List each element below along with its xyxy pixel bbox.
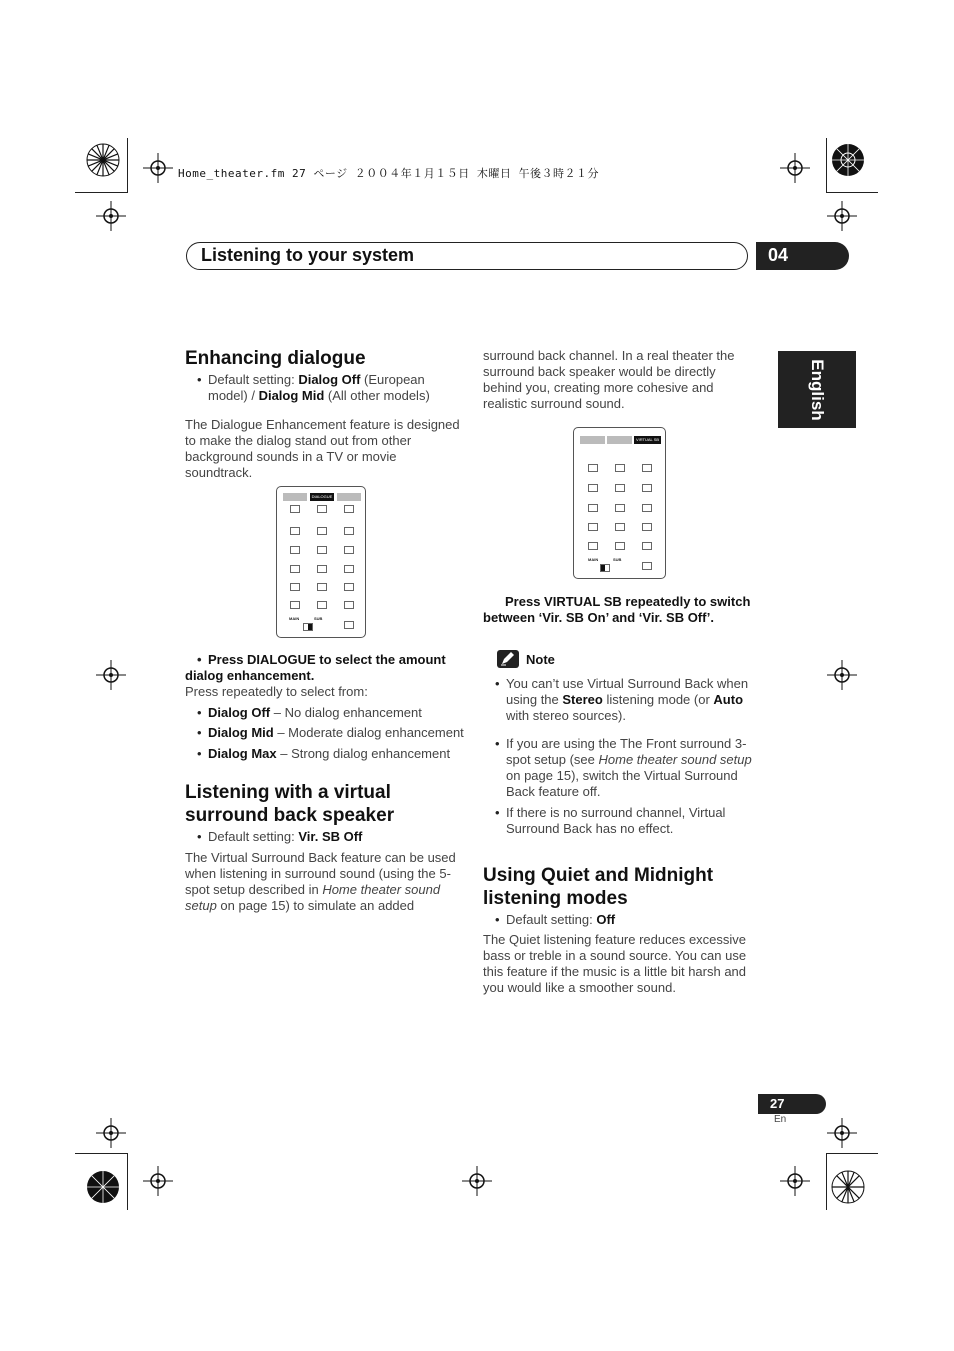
instruction: • Press DIALOGUE to select the amount dialog enhancement. — [185, 652, 465, 684]
crosshair-mark-icon — [780, 1166, 810, 1196]
crosshair-mark-icon — [827, 201, 857, 231]
crosshair-mark-icon — [780, 153, 810, 183]
option-item: • Dialog Max – Strong dialog enhancement — [185, 746, 465, 762]
crosshair-mark-icon — [96, 201, 126, 231]
right-column — [483, 348, 758, 412]
remote-highlight: DIALOGUE — [311, 494, 333, 499]
chapter-header — [186, 242, 748, 270]
crop-line — [75, 192, 127, 193]
crosshair-mark-icon — [96, 1118, 126, 1148]
note-title: Note — [526, 652, 555, 667]
crop-line — [826, 1153, 878, 1154]
option-item: • Dialog Mid – Moderate dialog enhancement — [185, 725, 465, 741]
starburst-mark-icon — [86, 143, 120, 177]
body-text: The Virtual Surround Back feature can be used when listening in surround sound (using the 5-spot setup described in Home theater sound setup on page 15) to simulate an added — [185, 850, 456, 913]
print-header: Home_theater.fm 27 ページ ２００４年１月１５日 木曜日 午後３時２１分 — [178, 167, 599, 180]
starburst-mark-icon — [831, 1170, 865, 1204]
body-text: surround back channel. In a real theater the surround back speaker would be directly behind you, creating more cohesive and realistic surround sound. — [483, 348, 735, 411]
instruction: Press VIRTUAL SB repeatedly to switch between ‘Vir. SB On’ and ‘Vir. SB Off’. — [483, 594, 751, 625]
note-item: • If you are using the The Front surround 3-spot setup (see Home theater sound setup on page 15), switch the Virtual Surround Back feature off. — [483, 736, 758, 800]
body-text: The Quiet listening feature reduces excessive bass or treble in a sound source. You can use this feature if the music is a little bit harsh and you would like a smoother sound. — [483, 932, 747, 995]
crosshair-mark-icon — [462, 1166, 492, 1196]
note-item: • If there is no surround channel, Virtual Surround Back has no effect. — [483, 805, 758, 837]
crop-line — [826, 1153, 827, 1210]
remote-illustration: DIALOGUE MAIN SUB — [276, 486, 366, 638]
body-text: Press repeatedly to select from: — [185, 684, 368, 699]
header-title: Listening to your system — [201, 245, 415, 265]
default-setting: • Default setting: Off — [483, 912, 758, 928]
crosshair-mark-icon — [143, 153, 173, 183]
crosshair-mark-icon — [96, 660, 126, 690]
option-item: • Dialog Off – No dialog enhancement — [185, 705, 465, 721]
left-column-lower — [185, 652, 465, 914]
section-title: Using Quiet and Midnight listening modes — [483, 865, 714, 909]
right-column-lower — [483, 594, 758, 626]
page-language: En — [774, 1114, 787, 1125]
body-text: The Dialogue Enhancement feature is designed to make the dialog stand out from other background sounds in a TV or movie soundtrack. — [185, 417, 460, 480]
pencil-note-icon — [497, 650, 519, 668]
starburst-mark-icon — [831, 143, 865, 177]
crop-line — [127, 1153, 128, 1210]
crop-line — [75, 1153, 127, 1154]
note-list — [483, 676, 758, 996]
section-title: Listening with a virtual surround back speaker — [185, 782, 395, 826]
remote-illustration: VIRTUAL SB MAIN SUB — [573, 427, 666, 579]
crosshair-mark-icon — [827, 660, 857, 690]
note-item: • You can’t use Virtual Surround Back when using the Stereo listening mode (or Auto with stereo sources). — [483, 676, 758, 724]
crop-line — [826, 138, 827, 193]
default-setting: • Default setting: Dialog Off (European model) / Dialog Mid (All other models) — [185, 372, 465, 404]
section-title: Enhancing dialogue — [185, 348, 366, 369]
crosshair-mark-icon — [827, 1118, 857, 1148]
default-setting: • Default setting: Vir. SB Off — [185, 829, 465, 845]
crop-line — [127, 138, 128, 193]
remote-highlight: VIRTUAL SB — [635, 437, 660, 442]
language-tab: English — [778, 351, 856, 428]
crosshair-mark-icon — [143, 1166, 173, 1196]
crop-line — [826, 192, 878, 193]
chapter-number: 04 — [756, 242, 849, 270]
starburst-mark-icon — [86, 1170, 120, 1204]
page-number: 27 — [758, 1094, 826, 1114]
left-column — [185, 347, 465, 481]
